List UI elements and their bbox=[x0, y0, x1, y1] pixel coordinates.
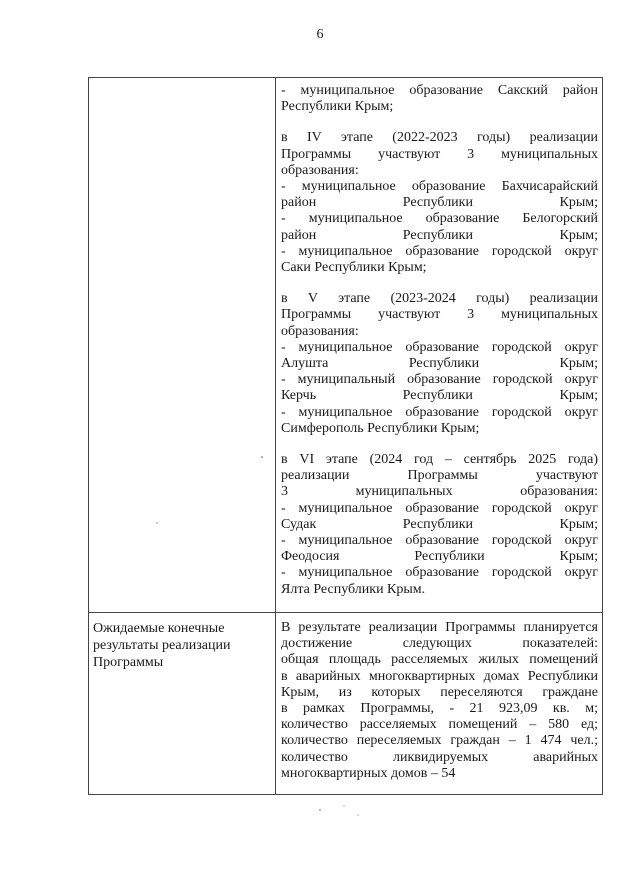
results-line: достижение следующих показателей: bbox=[281, 636, 598, 652]
results-line: в рамках Программы, - 21 923,09 кв. м; bbox=[281, 701, 598, 717]
stage-line: 3 муниципальных образования: bbox=[281, 484, 598, 500]
stage-line: в IV этапе (2022-2023 годы) реализации bbox=[281, 130, 598, 146]
results-line: в аварийных многоквартирных домах Республики bbox=[281, 668, 598, 684]
stage-line: - муниципальное образование городской округ bbox=[281, 404, 598, 420]
results-line: количество расселяемых помещений – 580 ед; bbox=[281, 717, 598, 733]
stage-line: район Республики Крым; bbox=[281, 195, 598, 211]
stage-block bbox=[281, 130, 598, 276]
stage-line: Программы участвуют 3 муниципальных bbox=[281, 146, 598, 162]
stage-line: район Республики Крым; bbox=[281, 227, 598, 243]
results-line: количество ликвидируемых аварийных bbox=[281, 749, 598, 765]
stage-line: в V этапе (2023-2024 годы) реализации bbox=[281, 291, 598, 307]
stage-line: Саки Республики Крым; bbox=[281, 260, 427, 276]
stage-line: Судак Республики Крым; bbox=[281, 516, 598, 532]
stage-line: Алушта Республики Крым; bbox=[281, 356, 598, 372]
stage-line: Феодосия Республики Крым; bbox=[281, 549, 598, 565]
results-line: общая площадь расселяемых жилых помещений bbox=[281, 652, 598, 668]
stage-line: Керчь Республики Крым; bbox=[281, 388, 598, 404]
stage-line: - муниципальное образование Сакский район bbox=[281, 83, 598, 98]
stage-line: образования: bbox=[281, 323, 359, 339]
stage-line: - муниципальное образование городской округ bbox=[281, 500, 598, 516]
stage-line: - муниципальное образование городской округ bbox=[281, 533, 598, 549]
stage-line: - муниципальное образование городской округ bbox=[281, 243, 598, 259]
program-table bbox=[88, 77, 603, 795]
stage-line: - муниципальное образование городской округ bbox=[281, 565, 598, 581]
stage-line: - муниципальное образование городской округ bbox=[281, 339, 598, 355]
stage-line: Республики Крым; bbox=[281, 99, 394, 115]
results-cell bbox=[281, 620, 598, 782]
results-line: Крым, из которых переселяются граждане bbox=[281, 684, 598, 700]
stage-line: образования: bbox=[281, 162, 359, 178]
stage-line: - муниципальное образование Бахчисарайский bbox=[281, 179, 598, 195]
results-line: количество переселяемых граждан – 1 474 чел.; bbox=[281, 733, 598, 749]
stage-line: - муниципальный образование городской округ bbox=[281, 372, 598, 388]
stage-block bbox=[281, 83, 598, 115]
stage-line: Программы участвуют 3 муниципальных bbox=[281, 307, 598, 323]
page-number: 6 bbox=[316, 27, 324, 42]
results-label-cell: Ожидаемые конечные результаты реализации Программы bbox=[93, 621, 231, 670]
stage-line: Симферополь Республики Крым; bbox=[281, 420, 480, 436]
stage-line: в VI этапе (2024 год – сентябрь 2025 года) bbox=[281, 452, 598, 468]
stage-line: Ялта Республики Крым. bbox=[281, 581, 426, 597]
stages-cell bbox=[281, 83, 598, 613]
results-line: многоквартирных домов – 54 bbox=[281, 765, 456, 781]
stage-line: - муниципальное образование Белогорский bbox=[281, 211, 598, 227]
stage-block bbox=[281, 291, 598, 437]
stage-line: реализации Программы участвуют bbox=[281, 468, 598, 484]
column-divider bbox=[275, 78, 276, 794]
results-line: В результате реализации Программы планируется bbox=[281, 620, 598, 635]
stage-block bbox=[281, 452, 598, 598]
